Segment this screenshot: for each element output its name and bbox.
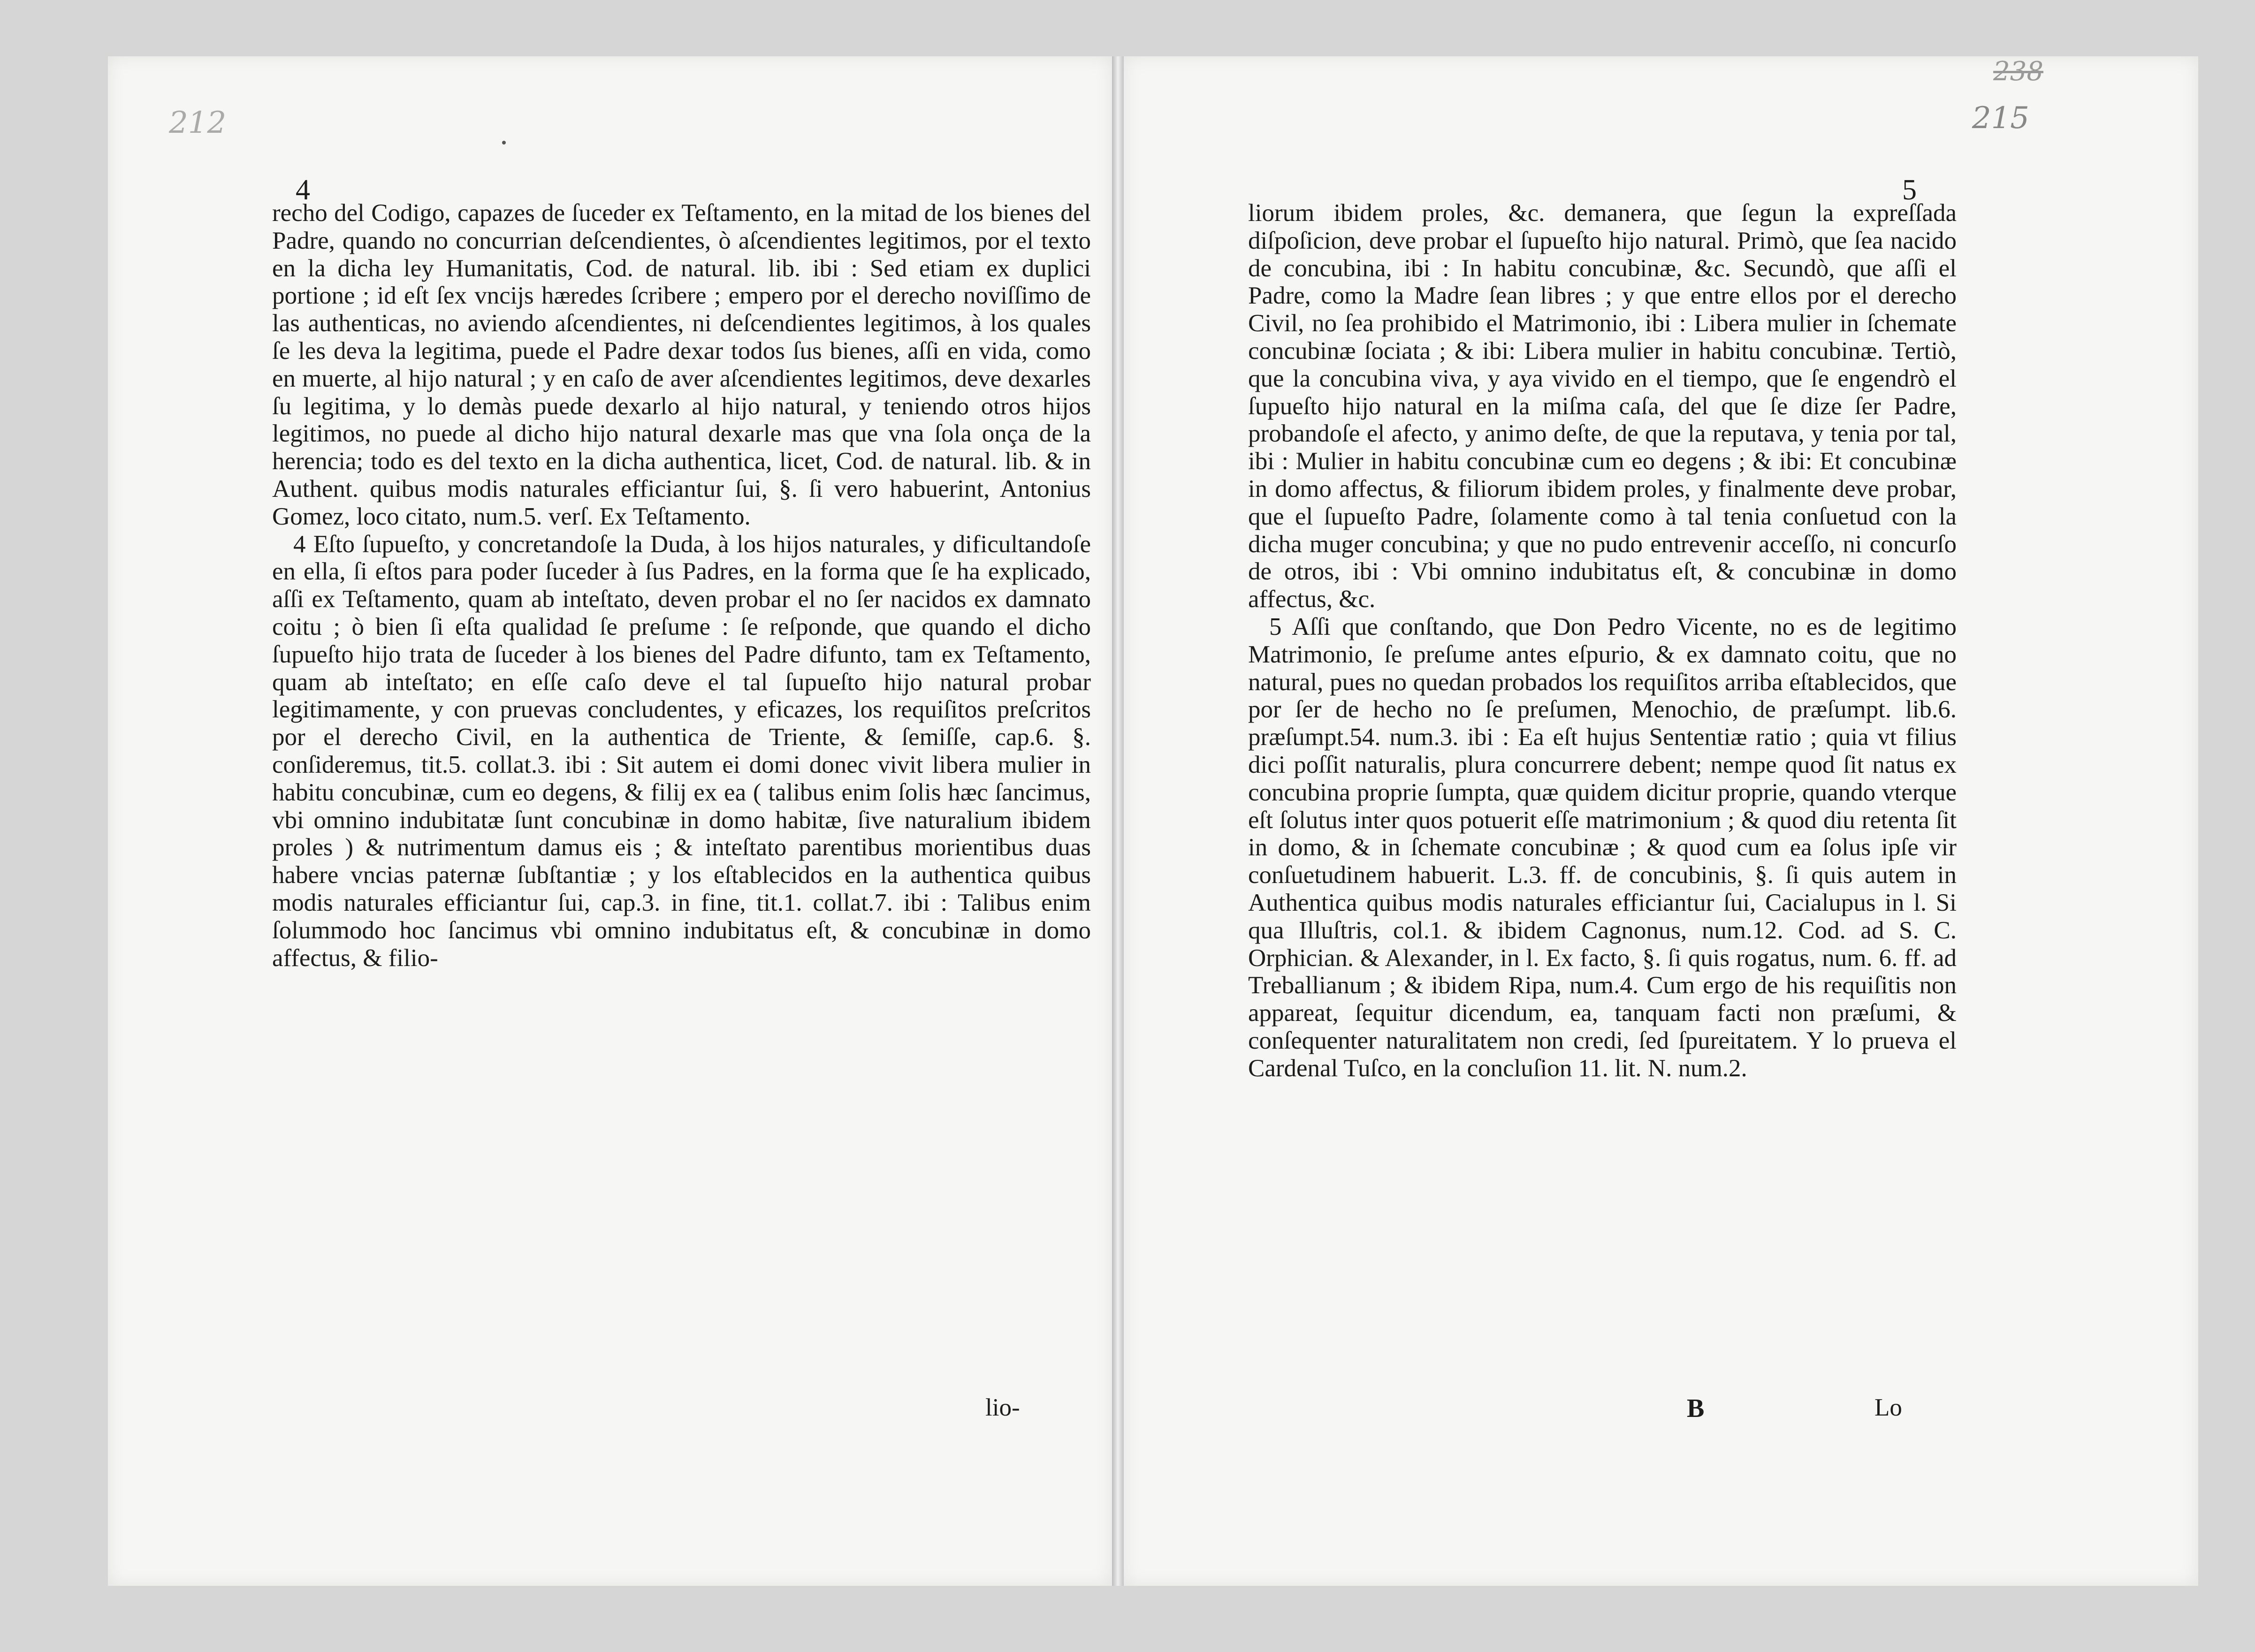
signature-mark: B <box>1687 1394 1705 1423</box>
paragraph: recho del Codigo, capazes de ſuceder ex Teſtamento, en la mitad de los bienes del Padre, quando no concurrian deſcendientes, ò aſcendientes legitimos, por el texto en la dicha ley Humanitatis, Cod. de natural. lib. ibi : Sed etiam ex duplici portione ; id eſt ſex vncijs hæredes ſcribere ; empero por el derecho noviſſimo de las authenticas, no aviendo aſcendientes, ni deſcendientes legitimos, à los quales ſe les deva la legitima, puede el Padre dexar todos ſus bienes, aſſi en vida, como en muerte, al hijo natural ; y en caſo de aver aſcendientes legitimos, deve dexarles ſu legitima, y lo demàs puede dexarlo al hijo natural, y teniendo otros hijos legitimos, no puede al dicho hijo natural dexarle mas que vna ſola onça de la herencia; todo es del texto en la dicha authentica, licet, Cod. de natural. lib. & in Authent. quibus modis naturales efficiantur ſui, §. ſi vero habuerint, Antonius Gomez, loco citato, num.5. verſ. Ex Teſtamento. <box>272 199 1091 530</box>
left-page <box>108 56 1112 1586</box>
ink-dot <box>502 141 506 145</box>
right-page-text <box>1248 199 1957 1082</box>
catchword-right: Lo <box>1874 1394 1902 1421</box>
page-number-left: 4 <box>296 174 310 206</box>
manuscript-folio-right: 215 <box>1972 101 2029 136</box>
manuscript-folio-left: 212 <box>169 106 227 140</box>
book-gutter <box>1112 56 1124 1586</box>
right-page <box>1124 56 2198 1586</box>
paragraph: liorum ibidem proles, &c. demanera, que ſegun la expreſſada diſpoſicion, deve probar el ſupueſto hijo natural. Primò, que ſea nacido de concubina, ibi : In habitu concubinæ, &c. Secundò, que aſſi el Padre, como la Madre ſean libres ; y que entre ellos por el derecho Civil, no ſea prohibido el Matrimonio, ibi : Libera mulier in ſchemate concubinæ ſociata ; & ibi: Libera mulier in habitu concubinæ. Tertiò, que la concubina viva, y aya vivido en el tiempo, que ſe engendrò el ſupueſto hijo natural en la miſma caſa, del que ſe dize ſer Padre, probandoſe el afecto, y animo deſte, de que la reputava, y tenia por tal, ibi : Mulier in habitu concubinæ cum eo degens ; & ibi: Et concubinæ in domo affectus, & filiorum ibidem proles, y finalmente deve probar, que el ſupueſto Padre, ſolamente como à tal tenia conſuetud con la dicha muger concubina; y que no pudo entrevenir acceſſo, ni concurſo de otros, ibi : Vbi omnino indubitatus eſt, & concubinæ in domo affectus, &c. <box>1248 199 1957 613</box>
left-page-text <box>272 199 1091 972</box>
catchword-left: lio- <box>985 1394 1020 1421</box>
manuscript-folio-struck: 238 <box>1993 56 2043 87</box>
paragraph: 4 Eſto ſupueſto, y concretandoſe la Duda, à los hijos naturales, y dificultandoſe en ella, ſi eſtos para poder ſuceder à ſus Padres, en la forma que ſe ha explicado, aſſi ex Teſtamento, quam ab inteſtato, deven probar el no ſer nacidos ex damnato coitu ; ò bien ſi eſta qualidad ſe preſume : ſe reſponde, que quando el dicho ſupueſto hijo trata de ſuceder à los bienes del Padre difunto, tam ex Teſtamento, quam ab inteſtato; en eſſe caſo deve el tal ſupueſto hijo natural probar legitimamente, y con pruevas concludentes, y eficazes, los requiſitos preſcritos por el derecho Civil, en la authentica de Triente, & ſemiſſe, cap.6. §. conſideremus, tit.5. collat.3. ibi : Sit autem ei domi donec vivit libera mulier in habitu concubinæ, cum eo degens, & filij ex ea ( talibus enim ſolis hæc ſancimus, vbi omnino indubitatæ ſunt concubinæ in domo habitæ, ſive naturalium ibidem proles ) & nutrimentum damus eis ; & inteſtato parentibus morientibus duas habere vncias paternæ ſubſtantiæ ; y los eſtablecidos en la authentica quibus modis naturales efficiantur ſui, cap.3. in fine, tit.1. collat.7. ibi : Talibus enim ſolummodo hoc ſancimus vbi omnino indubitatus eſt, & concubinæ in domo affectus, & filio- <box>272 530 1091 972</box>
paragraph: 5 Aſſi que conſtando, que Don Pedro Vicente, no es de legitimo Matrimonio, ſe preſume antes eſpurio, & ex damnato coitu, que no natural, pues no quedan probados los requiſitos arriba eſtablecidos, que por ſer de hecho no ſe preſumen, Menochio, de præſumpt. lib.6. præſumpt.54. num.3. ibi : Ea eſt hujus Sententiæ ratio ; quia vt filius dici poſſit naturalis, plura concurrere debent; nempe quod ſit natus ex concubina proprie ſumpta, quæ quidem dicitur proprie, quando vterque eſt ſolutus inter quos potuerit eſſe matrimonium ; & quod diu retenta ſit in domo, & in ſchemate concubinæ ; & quod cum ea ſolus ipſe vir conſuetudinem habuerit. L.3. ff. de concubinis, §. ſi quis autem in Authentica quibus modis naturales efficiantur ſui, Cacialupus in l. Si qua Illuſtris, col.1. & ibidem Cagnonus, num.12. Cod. ad S. C. Orphician. & Alexander, in l. Ex facto, §. ſi quis rogatus, num. 6. ff. ad Treballianum ; & ibidem Ripa, num.4. Cum ergo de his requiſitis non appareat, ſequitur dicendum, ea, tanquam facti non præſumi, & conſequenter naturalitatem non credi, ſed ſpureitatem. Y lo prueva el Cardenal Tuſco, en la concluſion 11. lit. N. num.2. <box>1248 613 1957 1082</box>
page-number-right: 5 <box>1902 174 1917 206</box>
